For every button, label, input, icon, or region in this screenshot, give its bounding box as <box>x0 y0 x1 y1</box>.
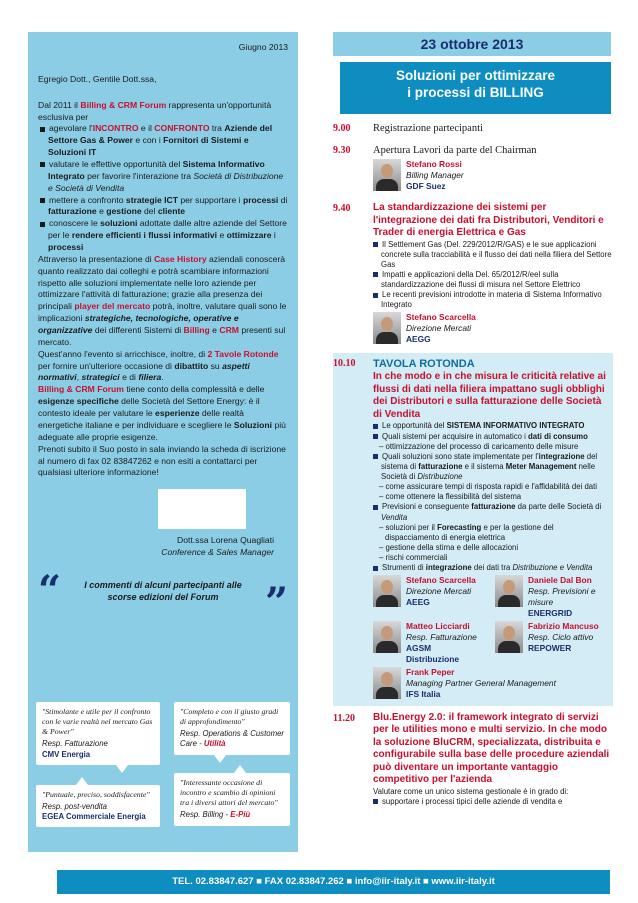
speaker: Daniele Dal Bon Resp. Previsioni e misure ENERGRID <box>495 575 607 619</box>
letter-bullet: valutare le effettive opportunità del Sistema Informativo Integrato per favorire l'interazione tra Società di Distribuzione e Società di Vendita <box>38 159 288 195</box>
letter-signature <box>38 535 288 559</box>
letter-para-case-history: Attraverso la presentazione di Case History aziendali conoscerà quanto realizzato dai colleghi e potrà scambiare informazioni rispetto alle soluzioni implementate nelle loro aziende per ottimizzare l'attività di fatturazione; grazie alla presenza dei principali player del mercato potrà, inoltre, valutare quali sono le implicazioni strategiche, tecnologiche, operative e organizzative dei differenti Sistemi di Billing e CRM presenti sul mercato. <box>38 253 287 347</box>
speaker: Matteo Licciardi Resp. Fatturazione AGSM Distribuzione <box>373 621 485 665</box>
agenda-point: Il Settlement Gas (Del. 229/2012/R/GAS) e le sue applicazioni concrete sulla tracciabilità e il flusso dei dati nella filiera del Settore Gas <box>373 240 613 270</box>
agenda-point: Le recenti previsioni introdotte in materia di Sistema Informativo Integrato <box>373 290 613 310</box>
speaker: Stefano Scarcella Direzione Mercati AEEG <box>373 575 485 619</box>
program-schedule <box>333 122 613 815</box>
testimonial-bubble: "Interessante occasione di incontro e scambio di opinioni tra i diversi attori del mercato" Resp. Billing - E-Più <box>174 773 290 826</box>
speaker-photo <box>373 312 401 344</box>
signature-box <box>158 489 246 529</box>
speaker-photo <box>495 575 523 607</box>
speaker: Fabrizio Mancuso Resp. Ciclo attivo REPOWER <box>495 621 607 665</box>
letter-para-booking: Prenoti subito il Suo posto in sala inviando la scheda di iscrizione al numero di fax 02 83847262 e non esiti a contattarci per qualsiasi ulteriore informazione! <box>38 443 286 478</box>
letter-greeting: Egregio Dott., Gentile Dott.ssa, <box>38 73 157 84</box>
event-date: 23 ottobre 2013 <box>333 32 611 56</box>
signer-name: Dott.ssa Lorena Quagliati <box>177 535 274 546</box>
program-title: Soluzioni per ottimizzare i processi di BILLING <box>340 62 611 114</box>
testimonial-bubble: "Puntuale, preciso, soddisfacente" Resp. post-vendita EGEA Commerciale Energia <box>36 785 160 827</box>
close-quote-icon: ” <box>264 578 288 626</box>
agenda-point: Quali soluzioni sono state implementate per l'integrazione del sistema di fatturazione e il sistema Meter Management nelle Società di Distribuzione <box>373 452 607 482</box>
letter-intro: Dal 2011 il Billing & CRM Forum rappresenta un'opportunità esclusiva per <box>38 99 272 122</box>
session-registration: 9.00 Registrazione partecipanti <box>333 123 483 134</box>
letter-bullet: mettere a confronto strategie ICT per supportare i processi di fatturazione e gestione del cliente <box>38 195 288 219</box>
session-round-table: 10.10 TAVOLA ROTONDA In che modo e in che misura le criticità relative ai flussi di dati nella filiera impattano sugli obblighi dei Distributori e sulla fatturazione delle Società di Vendita Le opportunità del SISTEMA INFORMATIVO INTEGRATO Quali sistemi per acquisire in automatico i dati di consumo – ottimizzazione del processo di caricamento delle misure Quali soluzioni sono state implementate per l'integrazione del sistema di fatturazione e il sistema Meter Management nelle Società di Distribuzione – come assicurare tempi di risposta rapidi e l'affidabilità dei dati – come ottenere la flessibilità del sistema Previsioni e conseguente fatturazione da parte delle Società di Vendita – soluzioni per il Forecasting e per la gestione del dispacciamento di energia elettrica – gestione della stima e delle allocazioni – rischi commerciali Strumenti di integrazione dei dati tra Distribuzione e Vendita Stefano Scarcella Direzione Mercati AEEG Daniele Dal Bon Resp. Previsioni e misure ENERGRID Matteo Licciardi Resp. Fatturazione AGSM Distribuzione Fabrizio Mancuso Resp. Ciclo attivo REPOWER Frank Peper Managing Partner General Management IFS Italia <box>333 353 613 705</box>
agenda-point: Impatti e applicazioni della Del. 65/2012/R/eel sulla standardizzazione dei flussi di misura nel Settore Elettrico <box>373 270 613 290</box>
open-quote-icon: “ <box>38 566 62 614</box>
letter-panel <box>28 32 298 852</box>
agenda-point: supportare i processi tipici delle aziende di vendita e <box>373 797 613 807</box>
speakers-row <box>373 619 607 665</box>
session-standardization: 9.40 La standardizzazione dei sistemi per l'integrazione dei dati fra Distributori, Venditori e Trader di energia Elettrica e Gas Il Settlement Gas (Del. 229/2012/R/GAS) e le sue applicazioni concrete sulla tracciabilità e il flusso dei dati nella filiera del Settore Gas Impatti e applicazioni della Del. 65/2012/R/eel sulla standardizzazione dei flussi di misura nel Settore Elettrico Le recenti previsioni introdotte in materia di Sistema Informativo Integrato Stefano Scarcella Direzione Mercati AEGG <box>333 202 612 345</box>
testimonial-bubble: "Completo e con il giusto gradi di approfondimento" Resp. Operations & Customer Care - Utilità <box>174 702 290 755</box>
speaker-photo <box>373 575 401 607</box>
speaker-photo <box>495 621 523 653</box>
testimonial-bubble: "Stimolante e utile per il confronto con le varie realtà nel mercato Gas & Power" Resp. Fatturazione CMV Energia <box>36 702 160 765</box>
letter-bullet: conoscere le soluzioni adottate dalle altre aziende del Settore per le rendere efficienti i flussi informativi e ottimizzare i processi <box>38 218 288 254</box>
speaker: Stefano Rossi Billing Manager GDF Suez <box>373 159 613 192</box>
agenda-point: Le opportunità del SISTEMA INFORMATIVO INTEGRATO <box>373 421 607 431</box>
agenda-point: Quali sistemi per acquisire in automatico i dati di consumo <box>373 432 607 442</box>
letter-bullet: agevolare l'INCONTRO e il CONFRONTO tra Aziende del Settore Gas & Power e con i Fornitori di Sistemi e Soluzioni IT <box>38 123 288 159</box>
session-opening: 9.30 Apertura Lavori da parte del Chairman Stefano Rossi Billing Manager GDF Suez <box>333 144 613 192</box>
letter-para-tavole: Quest'anno l'evento si arricchisce, inoltre, di 2 Tavole Rotonde per fornire un'ulteriore occasione di dibattito su aspetti normativi, strategici e di filiera. <box>38 348 279 383</box>
speaker-photo <box>373 159 401 191</box>
agenda-point: Strumenti di integrazione dei dati tra Distribuzione e Vendita <box>373 563 607 573</box>
speaker: Stefano Scarcella Direzione Mercati AEGG <box>373 312 613 345</box>
speakers-row <box>373 573 607 619</box>
agenda-point: Previsioni e conseguente fatturazione da parte delle Società di Vendita <box>373 502 607 522</box>
speaker-photo <box>373 621 401 653</box>
session-blu-energy: 11.20 Blu.Energy 2.0: il framework integrato di servizi per le utilities mono e multi servizio. In che modo la soluzione BluCRM, specializzata, distribuita e configurabile sulla base delle procedure aziendali può diventare un importante vantaggio competitivo per l'azienda Valutare come un unico sistema gestionale è in grado di: supportare i processi tipici delle aziende di vendita e <box>333 712 613 807</box>
comments-header <box>38 566 288 626</box>
letter-para-forum: Billing & CRM Forum tiene conto della complessità e delle esigenze specifiche delle Società del Settore Energy: è il contesto ideale per valutare le esperienze delle realtà energetiche italiane e per individuare e scegliere le Soluzioni più adeguate alle proprie esigenze. <box>38 384 286 442</box>
comments-title: I commenti di alcuni partecipanti alle scorse edizioni del Forum <box>84 579 242 603</box>
speaker: Frank Peper Managing Partner General Management IFS Italia <box>373 667 607 700</box>
contact-footer: TEL. 02.83847.627 ■ FAX 02.83847.262 ■ info@iir-italy.it ■ www.iir-italy.it <box>57 870 610 894</box>
letter-date: Giugno 2013 <box>238 42 288 52</box>
signer-role: Conference & Sales Manager <box>161 547 274 558</box>
speaker-photo <box>373 667 401 699</box>
